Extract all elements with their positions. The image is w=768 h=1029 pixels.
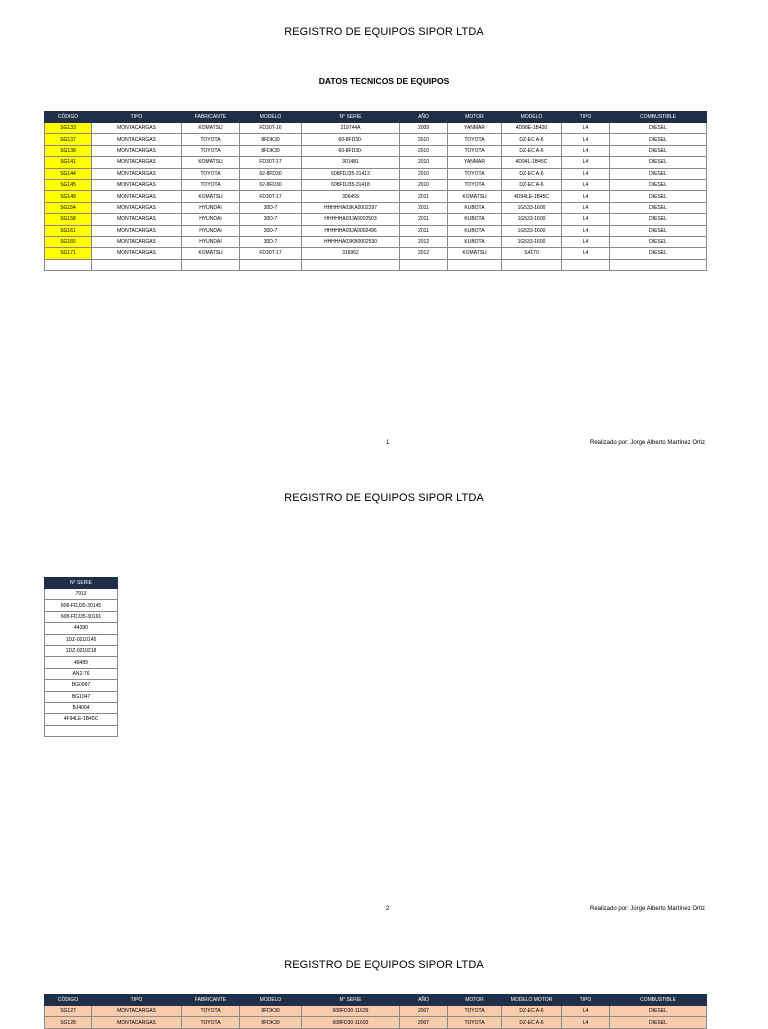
table-cell <box>92 259 182 270</box>
table-cell: DIESEL <box>610 236 707 247</box>
table-cell: L4 <box>562 225 610 236</box>
serial-cell: 1DZ-0210145 <box>45 634 118 645</box>
table-cell: L4 <box>562 202 610 213</box>
table-cell: KUBOTA <box>448 225 502 236</box>
column-header: AÑO <box>400 112 448 123</box>
page-2-footer-author: Realizado por: Jorge Alberto Martínez Ortiz <box>590 906 706 912</box>
table-cell: 2011 <box>400 191 448 202</box>
table-cell: 62-8FD30 <box>240 179 302 190</box>
table-row <box>45 714 118 725</box>
code-cell: SG154 <box>45 202 92 213</box>
table-cell: TOYOTA <box>448 1017 502 1028</box>
table-cell: 2012 <box>400 236 448 247</box>
table-cell: FD30T-17 <box>240 248 302 259</box>
table-cell: L4 <box>562 248 610 259</box>
table-cell: MONTACARGAS <box>92 202 182 213</box>
table-cell: 1G533-1600 <box>502 202 562 213</box>
table-cell: L4 <box>562 168 610 179</box>
serial-table <box>44 577 118 737</box>
table-cell: DIESEL <box>610 1006 707 1017</box>
table-cell: DIESEL <box>610 225 707 236</box>
table-cell: 301481 <box>302 157 400 168</box>
table-cell: 2010 <box>400 168 448 179</box>
table-cell: L4 <box>562 1017 610 1028</box>
column-header: TIPO <box>562 112 610 123</box>
table-cell: DZ-EC A-6 <box>502 134 562 145</box>
table-row <box>45 634 118 645</box>
table-row <box>45 168 707 179</box>
serial-cell: 4F94LE-1B45C <box>45 714 118 725</box>
serial-cell <box>45 725 118 736</box>
column-header: TIPO <box>562 995 610 1006</box>
equipment-table <box>44 111 707 271</box>
column-header: MOTOR <box>448 995 502 1006</box>
serial-cell: BG1047 <box>45 691 118 702</box>
column-header: FABRICANTE <box>182 995 240 1006</box>
table-cell: 1G533-1600 <box>502 214 562 225</box>
table-cell: DIESEL <box>610 168 707 179</box>
code-cell: SG165 <box>45 236 92 247</box>
table-cell: 60-8FD30- <box>302 145 400 156</box>
table-cell: FD30T-16 <box>240 123 302 134</box>
column-header: COMBUSTIBLE <box>610 112 707 123</box>
code-cell: SG145 <box>45 179 92 190</box>
table-cell: 2007 <box>400 1017 448 1028</box>
table-cell: HHHHHA03JA0002496 <box>302 225 400 236</box>
table-row <box>45 680 118 691</box>
table-cell: MONTACARGAS <box>92 145 182 156</box>
table-cell: MONTACARGAS <box>92 134 182 145</box>
serial-cell: 608-FDJ35-30161 <box>45 611 118 622</box>
column-header: MODELO <box>240 995 302 1006</box>
page-1-footer-author: Realizado por: Jorge Alberto Martínez Ortiz <box>590 440 706 446</box>
table-cell: 219744A <box>302 123 400 134</box>
column-header: MODELO <box>502 112 562 123</box>
code-cell: SG161 <box>45 225 92 236</box>
code-cell: SG158 <box>45 214 92 225</box>
table-cell <box>302 259 400 270</box>
table-cell: KUBOTA <box>448 214 502 225</box>
table-row <box>45 645 118 656</box>
table-cell: DZ-EC A-6 <box>502 145 562 156</box>
table-cell: DIESEL <box>610 214 707 225</box>
page-2-title: REGISTRO DE EQUIPOS SIPOR LTDA <box>284 492 484 504</box>
table-cell: 8FDK30 <box>240 1006 302 1017</box>
table-cell: KOMATSU <box>182 123 240 134</box>
table-cell: KOMATSU <box>448 248 502 259</box>
page-1-number: 1 <box>386 440 390 446</box>
table-cell: TOYOTA <box>182 145 240 156</box>
table-cell: 8FDK30 <box>240 145 302 156</box>
table-cell: KOMATSU <box>182 191 240 202</box>
table-cell: KOMATSU <box>182 157 240 168</box>
table-cell: 2011 <box>400 202 448 213</box>
table-row <box>45 259 707 270</box>
table-cell: MONTACARGAS <box>92 123 182 134</box>
table-row <box>45 589 118 600</box>
table-cell: MONTACARGAS <box>92 168 182 179</box>
table-cell: L4 <box>562 157 610 168</box>
table-cell: 1G533-1600 <box>502 225 562 236</box>
column-header: CÓDIGO <box>45 112 92 123</box>
table-cell: YANMAR <box>448 157 502 168</box>
table-cell <box>610 259 707 270</box>
table-cell <box>240 259 302 270</box>
table-cell: 608FD30-11639 <box>302 1006 400 1017</box>
table-cell: TOYOTA <box>448 134 502 145</box>
table-cell: 2010 <box>400 157 448 168</box>
code-cell: SG138 <box>45 145 92 156</box>
table-cell: 2007 <box>400 1006 448 1017</box>
table-cell: MONTACARGAS <box>92 157 182 168</box>
table-cell: 30D-7 <box>240 202 302 213</box>
table-cell: MONTACARGAS <box>92 179 182 190</box>
table-row <box>45 225 707 236</box>
table-row <box>45 725 118 736</box>
code-cell: SG144 <box>45 168 92 179</box>
table-row <box>45 191 707 202</box>
code-cell: SG127 <box>45 1006 92 1017</box>
column-header: MOTOR <box>448 112 502 123</box>
column-header: COMBUSTIBLE <box>610 995 707 1006</box>
table-cell: 2010 <box>400 179 448 190</box>
serial-cell: AN2-76 <box>45 668 118 679</box>
table-cell: TOYOTA <box>182 168 240 179</box>
table-cell: HHHHHA03KB0002530 <box>302 236 400 247</box>
code-cell: SG141 <box>45 157 92 168</box>
code-cell <box>45 259 92 270</box>
table-cell: DZ-EC A-6 <box>502 179 562 190</box>
table-cell: 60-8FD30- <box>302 134 400 145</box>
table-cell: TOYOTA <box>448 1006 502 1017</box>
table-row <box>45 657 118 668</box>
table-cell: S4170 <box>502 248 562 259</box>
table-row <box>45 134 707 145</box>
table-cell: TOYOTA <box>182 1017 240 1028</box>
table-cell: DZ-EC A-6 <box>502 168 562 179</box>
column-header: MODELO MOTOR <box>502 995 562 1006</box>
table-cell: TOYOTA <box>448 168 502 179</box>
table-cell: L4 <box>562 179 610 190</box>
table-cell: KOMATSU <box>448 191 502 202</box>
table-cell: DIESEL <box>610 134 707 145</box>
table-cell: HYUNDAI <box>182 202 240 213</box>
table-row <box>45 145 707 156</box>
column-header: TIPO <box>92 112 182 123</box>
table-cell: DIESEL <box>610 179 707 190</box>
table-row <box>45 668 118 679</box>
table-cell: TOYOTA <box>448 145 502 156</box>
table-cell: KUBOTA <box>448 236 502 247</box>
serial-cell: 1DZ-0210218 <box>45 645 118 656</box>
table-row <box>45 202 707 213</box>
column-header: N° SERIE <box>302 112 400 123</box>
table-cell: 306455 <box>302 191 400 202</box>
table-cell: 2010 <box>400 134 448 145</box>
table-cell: L4 <box>562 214 610 225</box>
table-cell: 1G533-1600 <box>502 236 562 247</box>
table-cell: 2011 <box>400 214 448 225</box>
table-cell: TOYOTA <box>182 1006 240 1017</box>
column-header: TIPO <box>92 995 182 1006</box>
column-header: MODELO <box>240 112 302 123</box>
table-row <box>45 179 707 190</box>
table-cell: DIESEL <box>610 1017 707 1028</box>
table-cell <box>400 259 448 270</box>
table-cell: 4D94L-1B45C <box>502 157 562 168</box>
table-cell: L4 <box>562 123 610 134</box>
table-row <box>45 611 118 622</box>
table-cell: MONTACARGAS <box>92 236 182 247</box>
serial-cell: 608-FDJ35-30145 <box>45 600 118 611</box>
table-cell: DIESEL <box>610 157 707 168</box>
table-cell: 30D-7 <box>240 214 302 225</box>
table-cell: DIESEL <box>610 145 707 156</box>
table-cell: MONTACARGAS <box>92 1017 182 1028</box>
code-cell: SG149 <box>45 191 92 202</box>
table-cell: L4 <box>562 191 610 202</box>
table-row <box>45 1006 707 1017</box>
table-row <box>45 600 118 611</box>
table-cell: 608FD30-11693 <box>302 1017 400 1028</box>
table-row <box>45 248 707 259</box>
table-cell: MONTACARGAS <box>92 1006 182 1017</box>
serial-cell: 7913 <box>45 589 118 600</box>
table-cell: 62-8FD30 <box>240 168 302 179</box>
page-1-subtitle: DATOS TECNICOS DE EQUIPOS <box>318 76 450 86</box>
table-cell: DZ-EC A-6 <box>502 1006 562 1017</box>
table-cell: 2012 <box>400 248 448 259</box>
table-cell: MONTACARGAS <box>92 225 182 236</box>
table-cell: DIESEL <box>610 202 707 213</box>
table-cell: 608FDJ35-31413 <box>302 168 400 179</box>
page-3-title: REGISTRO DE EQUIPOS SIPOR LTDA <box>284 959 484 971</box>
table-cell: L4 <box>562 134 610 145</box>
table-row <box>45 691 118 702</box>
column-header: FABRICANTE <box>182 112 240 123</box>
table-cell: MONTACARGAS <box>92 248 182 259</box>
table-row <box>45 157 707 168</box>
table-cell: FD30T-17 <box>240 157 302 168</box>
table-cell: 8FDK30 <box>240 134 302 145</box>
table-cell: 2011 <box>400 225 448 236</box>
code-cell: SG137 <box>45 134 92 145</box>
serial-cell: BJ4004 <box>45 702 118 713</box>
table-cell: KOMATSU <box>182 248 240 259</box>
table-cell: HYUNDAI <box>182 236 240 247</box>
serial-cell: 44390 <box>45 623 118 634</box>
code-cell: SG133 <box>45 123 92 134</box>
code-cell: SG128 <box>45 1017 92 1028</box>
code-cell: SG171 <box>45 248 92 259</box>
table-cell: 2009 <box>400 123 448 134</box>
table-cell: L4 <box>562 1006 610 1017</box>
serial-cell: BG0997 <box>45 680 118 691</box>
table-cell <box>562 259 610 270</box>
table-cell: KUBOTA <box>448 202 502 213</box>
table-cell: 30D-7 <box>240 236 302 247</box>
table-cell: DIESEL <box>610 123 707 134</box>
table-cell <box>182 259 240 270</box>
table-cell <box>502 259 562 270</box>
table-cell <box>448 259 502 270</box>
table-cell: MONTACARGAS <box>92 214 182 225</box>
table-cell: 608FDJ35-31418 <box>302 179 400 190</box>
table-cell: 2010 <box>400 145 448 156</box>
column-header: CÓDIGO <box>45 995 92 1006</box>
table-cell: TOYOTA <box>182 134 240 145</box>
table-cell: 316962 <box>302 248 400 259</box>
table-cell: HHHHHA03JA0002503 <box>302 214 400 225</box>
column-header: AÑO <box>400 995 448 1006</box>
page-1-title: REGISTRO DE EQUIPOS SIPOR LTDA <box>284 26 484 38</box>
table-cell: 4D94LE-1B45C <box>502 191 562 202</box>
table-cell: DZ-EC A-6 <box>502 1017 562 1028</box>
table-cell: DIESEL <box>610 191 707 202</box>
table-cell: MONTACARGAS <box>92 191 182 202</box>
table-cell: HYUNDAI <box>182 225 240 236</box>
table-row <box>45 702 118 713</box>
page-2-number: 2 <box>386 906 390 912</box>
table-cell: DIESEL <box>610 248 707 259</box>
table-cell: 30D-7 <box>240 225 302 236</box>
table-row <box>45 1017 707 1028</box>
table-cell: 4D98E-1B420 <box>502 123 562 134</box>
table-cell: HHHHHA03KA0002297 <box>302 202 400 213</box>
serial-header: N° SERIE <box>45 578 118 589</box>
table-cell: L4 <box>562 236 610 247</box>
table-cell: FD30T-17 <box>240 191 302 202</box>
table-cell: TOYOTA <box>182 179 240 190</box>
column-header: N° SERIE <box>302 995 400 1006</box>
table-cell: HYUNDAI <box>182 214 240 225</box>
table-row <box>45 236 707 247</box>
table-cell: TOYOTA <box>448 179 502 190</box>
table-row <box>45 123 707 134</box>
table-row <box>45 623 118 634</box>
table-cell: YANMAR <box>448 123 502 134</box>
serial-cell: 48489 <box>45 657 118 668</box>
table-row <box>45 214 707 225</box>
table-cell: L4 <box>562 145 610 156</box>
table-cell: 8FDK30 <box>240 1017 302 1028</box>
